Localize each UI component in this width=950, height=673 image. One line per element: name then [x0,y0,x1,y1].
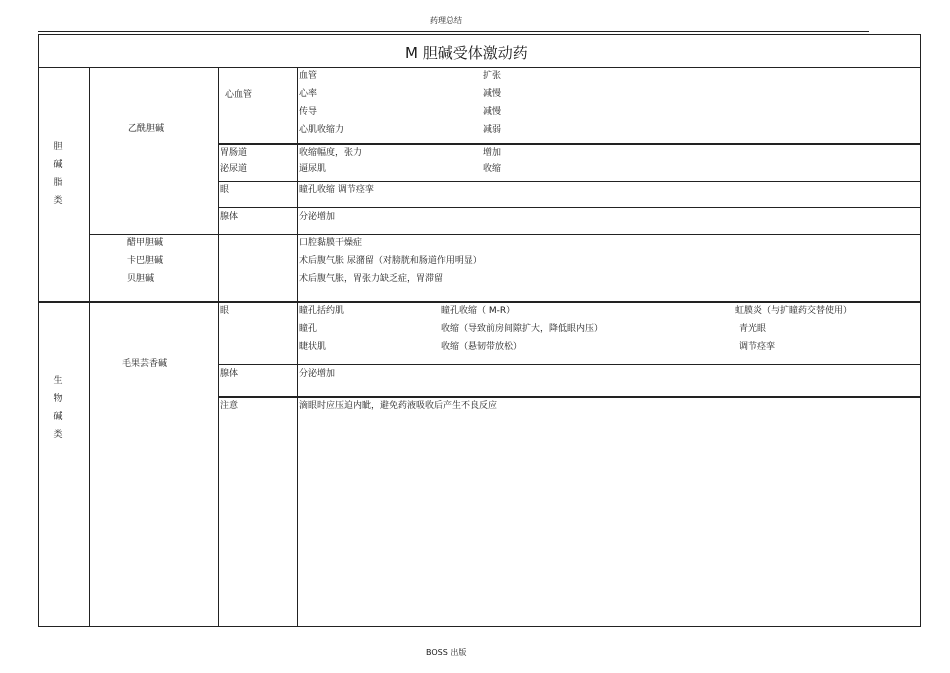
gland-effect-text: 分泌增加 [299,212,336,222]
eye-effect-pupil: 收缩（导致前房间隙扩大，降低眼内压） [441,324,604,334]
cardio-effect-contractility: 减弱 [483,125,502,135]
eye-use-iritis: 虹膜炎（与扩瞳药交替使用） [735,306,853,316]
eye-effect-text: 瞳孔收缩 调节痉挛 [299,185,374,195]
cardio-item-contractility: 心肌收缩力 [299,125,345,135]
eye-item-sphincter: 瞳孔括约肌 [299,306,345,316]
header-rule [38,31,869,32]
table-title: M 胆碱受体激动药 [405,44,528,62]
cardio-effect-heart-rate: 减慢 [483,89,502,99]
system-label-cardiovascular: 心血管 [225,90,253,100]
use-gastric-atony: 术后腹气胀，胃张力缺乏症，胃滞留 [299,274,444,284]
cardio-item-heart-rate: 心率 [299,89,318,99]
eye-effect-sphincter: 瞳孔收缩（ M-R） [441,306,516,316]
gi-effect: 增加 [483,148,502,158]
urinary-effect: 收缩 [483,164,502,174]
drug-acetylcholine: 乙酰胆碱 [128,124,165,134]
cardio-item-vessel: 血管 [299,71,318,81]
system-label-urinary: 泌尿道 [220,164,248,174]
eye-use-glaucoma: 青光眼 [739,324,767,334]
category-alkaloids: 生物碱类 [53,376,63,440]
drug-carbachol: 卡巴胆碱 [127,256,164,266]
gi-item: 收缩幅度，张力 [299,148,363,158]
system-label-eye-2: 眼 [220,306,230,316]
drug-bethanechol: 贝胆碱 [127,274,155,284]
system-label-gland-2: 腺体 [220,369,239,379]
note-text: 滴眼时应压迫内眦，避免药液吸收后产生不良反应 [299,401,498,411]
eye-effect-ciliary: 收缩（悬韧带放松） [441,342,523,352]
cardio-effect-vessel: 扩张 [483,71,502,81]
system-label-eye: 眼 [220,185,230,195]
drug-pilocarpine: 毛果芸香碱 [122,359,168,369]
eye-item-pupil: 瞳孔 [299,324,318,334]
cardio-effect-conduction: 减慢 [483,107,502,117]
category-choline-esters: 胆碱脂类 [53,142,63,206]
note-label: 注意 [220,401,239,411]
urinary-item: 逼尿肌 [299,164,327,174]
system-label-gi: 胃肠道 [220,148,248,158]
gland-effect-text-2: 分泌增加 [299,369,336,379]
system-label-gland: 腺体 [220,212,239,222]
section-divider [38,301,921,303]
page-header: 药理总结 [430,16,462,25]
eye-item-ciliary: 睫状肌 [299,342,327,352]
drug-methacholine: 醋甲胆碱 [127,238,164,248]
use-urinary-retention: 术后腹气胀 尿潴留（对膀胱和肠道作用明显） [299,256,482,266]
page-footer: BOSS 出版 [426,648,467,657]
eye-use-spasm: 调节痉挛 [739,342,776,352]
use-dry-mouth: 口腔黏膜干燥症 [299,238,363,248]
cardio-item-conduction: 传导 [299,107,318,117]
